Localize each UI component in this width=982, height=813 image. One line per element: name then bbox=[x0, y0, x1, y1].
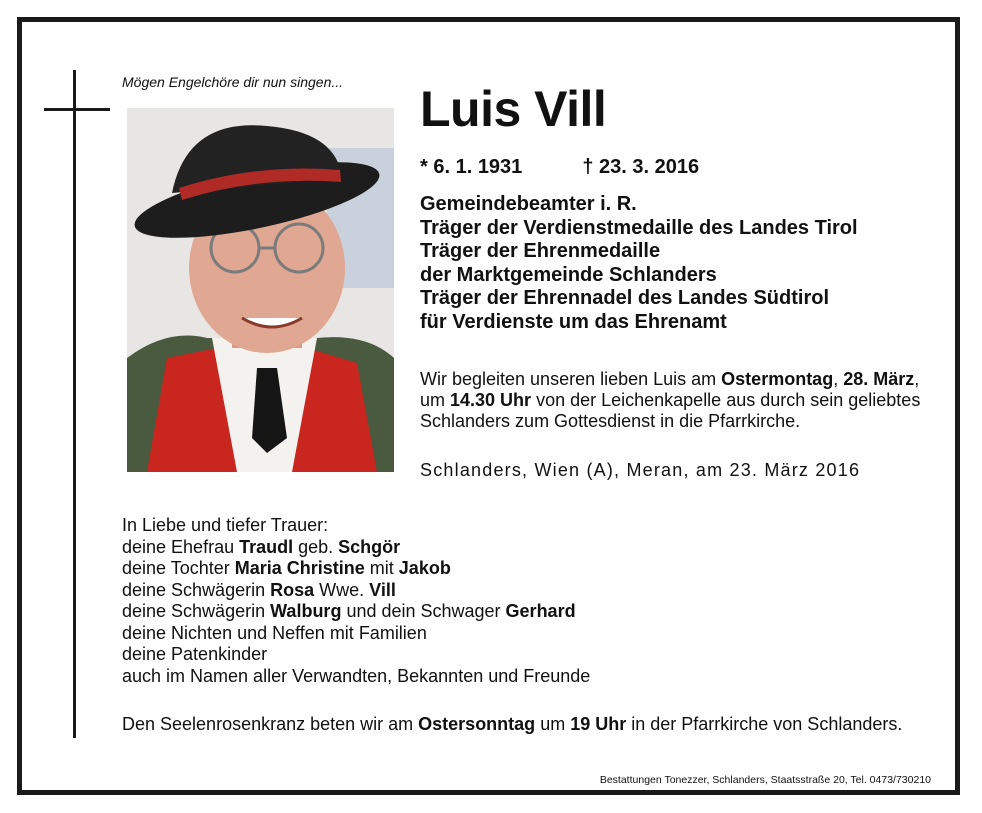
portrait-image bbox=[127, 108, 394, 472]
mourner-line: deine Schwägerin Rosa Wwe. Vill bbox=[122, 579, 396, 600]
birth-date: * 6. 1. 1931 bbox=[420, 156, 523, 178]
mourners-intro: In Liebe und tiefer Trauer: bbox=[122, 515, 329, 535]
cross-icon-bar bbox=[44, 108, 110, 111]
mourner-line: deine Patenkinder bbox=[122, 644, 268, 664]
rosary-notice: Den Seelenrosenkranz beten wir am Ostersonntag um 19 Uhr in der Pfarrkirche von Schlanders. bbox=[122, 714, 903, 734]
honor-line: für Verdienste um das Ehrenamt bbox=[420, 310, 727, 333]
funeral-announcement: Wir begleiten unseren lieben Luis am Ostermontag, 28. März, um 14.30 Uhr von der Leichenkapelle aus durch sein geliebtes Schlanders zum Gottesdienst in die Pfarrkirche. bbox=[420, 369, 921, 431]
honor-line: der Marktgemeinde Schlanders bbox=[420, 263, 717, 286]
honor-line: Gemeindebeamter i. R. bbox=[420, 193, 637, 215]
honor-line: Träger der Verdienstmedaille des Landes Tirol bbox=[420, 216, 858, 239]
honors-list bbox=[420, 193, 858, 334]
portrait-photo bbox=[127, 108, 394, 472]
motto: Mögen Engelchöre dir nun singen... bbox=[122, 74, 344, 90]
obituary-card bbox=[17, 17, 960, 795]
mourner-line: deine Ehefrau Traudl geb. Schgör bbox=[122, 536, 401, 557]
mourners-list bbox=[122, 515, 590, 687]
life-dates bbox=[420, 156, 699, 179]
mourner-line: auch im Namen aller Verwandten, Bekannten und Freunde bbox=[122, 665, 591, 686]
honor-line: Träger der Ehrennadel des Landes Südtirol bbox=[420, 287, 829, 309]
death-date: † 23. 3. 2016 bbox=[582, 156, 700, 178]
deceased-name: Luis Vill bbox=[420, 81, 607, 137]
cross-icon bbox=[73, 70, 76, 738]
honor-line: Träger der Ehrenmedaille bbox=[420, 240, 661, 262]
funeral-home-footer: Bestattungen Tonezzer, Schlanders, Staatsstraße 20, Tel. 0473/730210 bbox=[599, 774, 931, 786]
mourner-line: deine Schwägerin Walburg und dein Schwager Gerhard bbox=[122, 601, 576, 621]
place-date: Schlanders, Wien (A), Meran, am 23. März 2016 bbox=[420, 460, 861, 480]
mourner-line: deine Tochter Maria Christine mit Jakob bbox=[122, 558, 451, 578]
mourner-line: deine Nichten und Neffen mit Familien bbox=[122, 622, 427, 643]
